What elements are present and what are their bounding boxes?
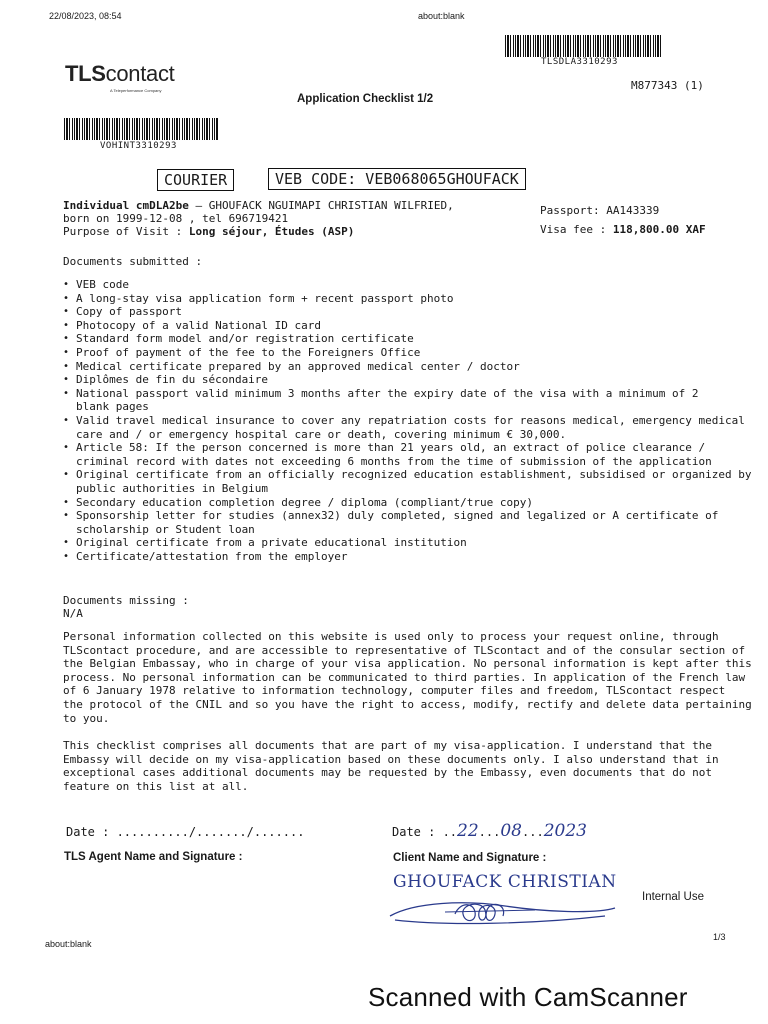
privacy-paragraph: Personal information collected on this website is used only to process your request online, through TLScontact procedure, and are accessible to representative of TLScontact and of the consular section of the Belgian Embassay, who in charge of your visa application. No personal information is kept after this process. No personal information can be communicated to third parties. In application of the French law of 6 January 1978 relative to information technology, computer files and freedom, TLScontact respect the protocol of the CNIL and so you have the right to access, modify, rectify and delete data pertaining to you. [63,630,752,725]
document-item: • Proof of payment of the fee to the Foreigners Office [62,346,752,360]
document-item: • Medical certificate prepared by an approved medical center / doctor [62,360,752,374]
documents-submitted-list [62,278,752,563]
veb-code-box: VEB CODE: VEB068065GHOUFACK [268,168,526,190]
document-item: • A long-stay visa application form + recent passport photo [62,292,752,306]
print-page-number: 1/3 [713,932,726,942]
documents-submitted-heading: Documents submitted : [63,255,203,268]
applicant-line1: Individual cmDLA2be – GHOUFACK NGUIMAPI CHRISTIAN WILFRIED, [63,199,454,212]
documents-missing-value: N/A [63,607,83,620]
barcode-left [64,118,218,140]
tlscontact-logo: TLScontact [65,61,175,86]
client-date: Date : ..22...08...2023 [392,821,587,841]
purpose-of-visit: Purpose of Visit : Long séjour, Études (ASP) [63,225,355,238]
document-item: • Article 58: If the person concerned is more than 21 years old, an extract of police clearance / criminal record with dates not exceeding 6 months from the time of submission of the application [62,441,752,468]
visa-fee: Visa fee : 118,800.00 XAF [540,223,706,236]
document-item: • National passport valid minimum 3 months after the expiry date of the visa with a minimum of 2 blank pages [62,387,752,414]
print-datetime: 22/08/2023, 08:54 [49,11,122,21]
internal-use-label: Internal Use [642,891,705,903]
barcode-left-text: VOHINT3310293 [100,141,177,151]
documents-missing-heading: Documents missing : [63,594,189,607]
courier-box: COURIER [157,169,234,191]
page-title: Application Checklist 1/2 [297,93,434,105]
document-item: • Secondary education completion degree / diploma (compliant/true copy) [62,496,752,510]
barcode-top [505,35,663,57]
document-item: • Sponsorship letter for studies (annex32) duly completed, signed and legalized or A certificate of scholarship or Student loan [62,509,752,536]
document-item: • VEB code [62,278,752,292]
agent-date: Date : ........../......./....... [66,825,305,839]
document-item: • Copy of passport [62,305,752,319]
client-signature-scribble [385,892,625,934]
barcode-top-text: TLSDLA3310293 [541,57,618,67]
passport-number: Passport: AA143339 [540,204,660,217]
document-item: • Photocopy of a valid National ID card [62,319,752,333]
document-item: • Original certificate from a private educational institution [62,536,752,550]
logo-tagline: A Teleperformance Company [110,88,162,93]
document-item: • Certificate/attestation from the employer [62,550,752,564]
reference-code: M877343 (1) [631,79,704,92]
camscanner-watermark: Scanned with CamScanner [368,982,688,1012]
document-item: • Original certificate from an officially recognized education establishment, subsidised or organized by public authorities in Belgium [62,468,752,495]
checklist-paragraph: This checklist comprises all documents that are part of my visa-application. I understand that the Embassy will decide on my visa-application based on these documents only. I also understand that in exceptional cases additional documents may be requested by the Embassy, even documents that do not feature on this list at all. [63,739,719,793]
client-signature-label: Client Name and Signature : [393,852,547,864]
document-item: • Valid travel medical insurance to cover any repatriation costs for reasons medical, emergency medical care and / or emergency hospital care or death, covering minimum € 30,000. [62,414,752,441]
document-item: • Standard form model and/or registration certificate [62,332,752,346]
print-url-header: about:blank [418,11,465,21]
applicant-birth-tel: born on 1999-12-08 , tel 696719421 [63,212,289,225]
document-item: • Diplômes de fin du sécondaire [62,373,752,387]
agent-signature-label: TLS Agent Name and Signature : [64,851,243,863]
client-handwritten-name: GHOUFACK CHRISTIAN [393,872,617,892]
print-url-footer: about:blank [45,939,92,949]
